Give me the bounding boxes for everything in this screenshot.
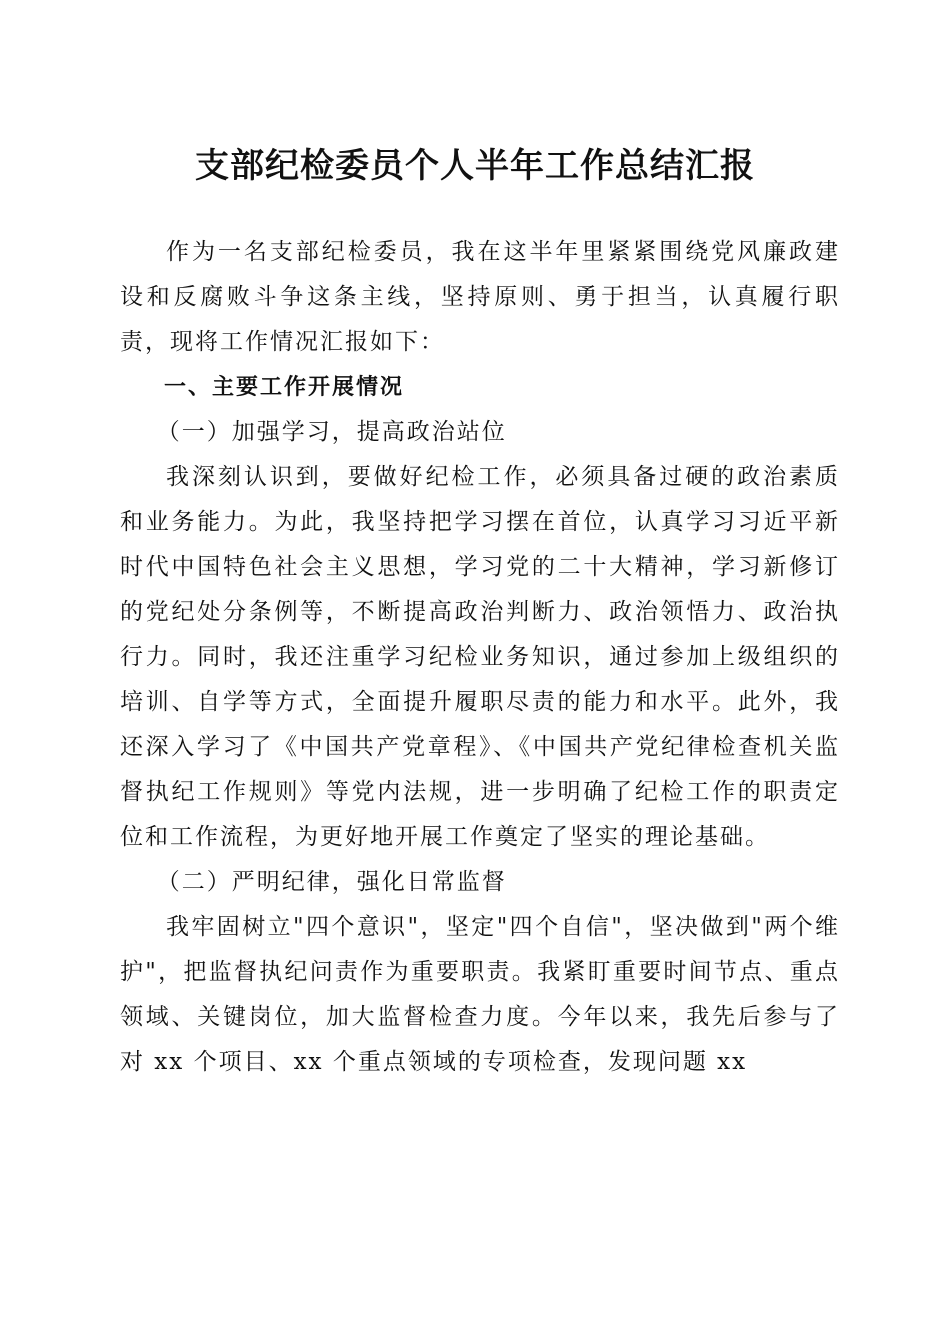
document-body [120, 230, 840, 1085]
subsection-heading-1: （一）加强学习，提高政治站位 [156, 419, 507, 445]
subsection-1-paragraph: 我深刻认识到，要做好纪检工作，必须具备过硬的政治素质和业务能力。为此，我坚持把学习摆在首位，认真学习习近平新时代中国特色社会主义思想，学习党的二十大精神，学习新修订的党纪处分条例等，不断提高政治判断力、政治领悟力、政治执行力。同时，我还注重学习纪检业务知识，通过参加上级组织的培训、自学等方式，全面提升履职尽责的能力和水平。此外，我还深入学习了《中国共产党章程》、《中国共产党纪律检查机关监督执纪工作规则》等党内法规，进一步明确了纪检工作的职责定位和工作流程，为更好地开展工作奠定了坚实的理论基础。 [120, 464, 840, 850]
document-title: 支部纪检委员个人半年工作总结汇报 [195, 146, 755, 186]
subsection-heading-2: （二）严明纪律，强化日常监督 [156, 869, 507, 895]
section-heading-1: 一、主要工作开展情况 [164, 375, 405, 400]
subsection-2-paragraph: 我牢固树立"四个意识"，坚定"四个自信"，坚决做到"两个维护"，把监督执纪问责作为重要职责。我紧盯重要时间节点、重点领域、关键岗位，加大监督检查力度。今年以来，我先后参与了对 xx 个项目、xx 个重点领域的专项检查，发现问题 xx [120, 914, 840, 1075]
intro-paragraph: 作为一名支部纪检委员，我在这半年里紧紧围绕党风廉政建设和反腐败斗争这条主线，坚持原则、勇于担当，认真履行职责，现将工作情况汇报如下： [120, 239, 840, 355]
